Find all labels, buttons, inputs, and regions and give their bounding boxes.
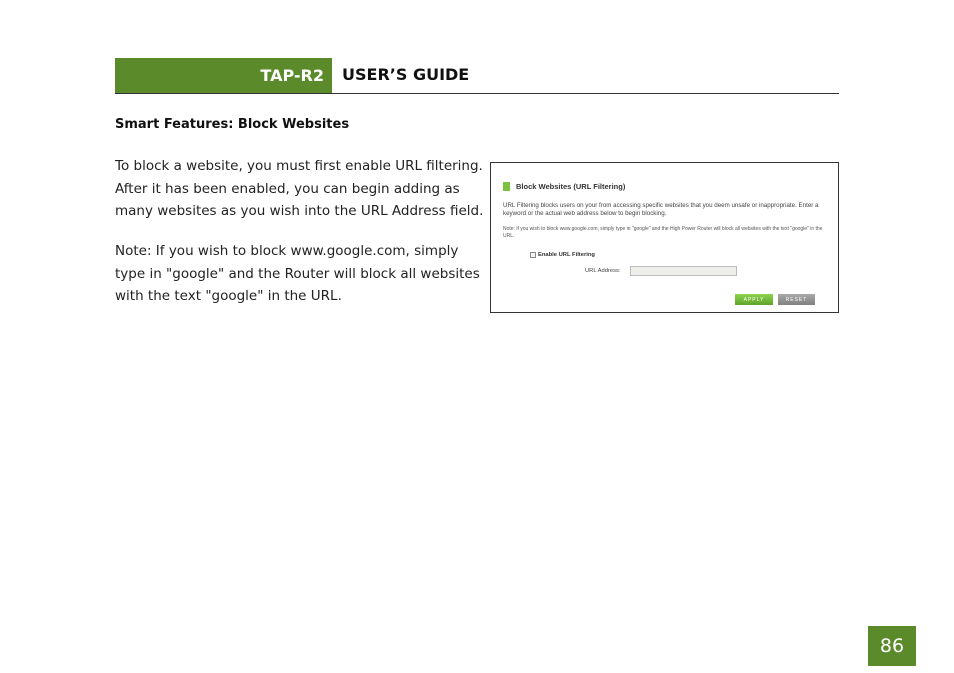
- body-paragraph-2: Note: If you wish to block www.google.com, simply type in "google" and the Router will block all websites with the text "google" in the URL.: [115, 243, 480, 304]
- header-divider: [115, 93, 839, 94]
- page-number: 86: [879, 635, 905, 657]
- enable-url-filtering-checkbox[interactable]: [530, 252, 536, 258]
- url-address-input[interactable]: [630, 266, 737, 276]
- body-paragraph-1: To block a website, you must first enable URL filtering. After it has been enabled, you can begin adding as many websites as you wish into the URL Address field.: [115, 158, 484, 219]
- reset-button[interactable]: RESET: [778, 294, 815, 305]
- header-model-bar: [115, 58, 332, 93]
- section-title: Smart Features: Block Websites: [115, 117, 350, 132]
- header-guide-title: USER’S GUIDE: [342, 65, 470, 84]
- panel-title-row: [503, 182, 625, 191]
- apply-button[interactable]: APPLY: [735, 294, 773, 305]
- page-number-box: [868, 626, 916, 666]
- enable-url-filtering-row[interactable]: [530, 252, 595, 258]
- header-model: TAP-R2: [260, 66, 324, 85]
- green-marker-icon: [503, 182, 510, 191]
- panel-title: Block Websites (URL Filtering): [516, 182, 626, 191]
- router-ui-screenshot: [490, 162, 839, 313]
- enable-url-filtering-label: Enable URL Filtering: [538, 252, 595, 258]
- url-address-label: URL Address:: [585, 268, 621, 274]
- panel-description: URL Filtering blocks users on your from accessing specific websites that you deem unsafe or inappropriate. Enter a keyword or the actual web address below to begin blocking.: [503, 202, 819, 217]
- panel-note: Note: if you wish to block www.google.com, simply type in "google" and the High Power Router will block all websites with the text "google" in the URL.: [503, 226, 823, 239]
